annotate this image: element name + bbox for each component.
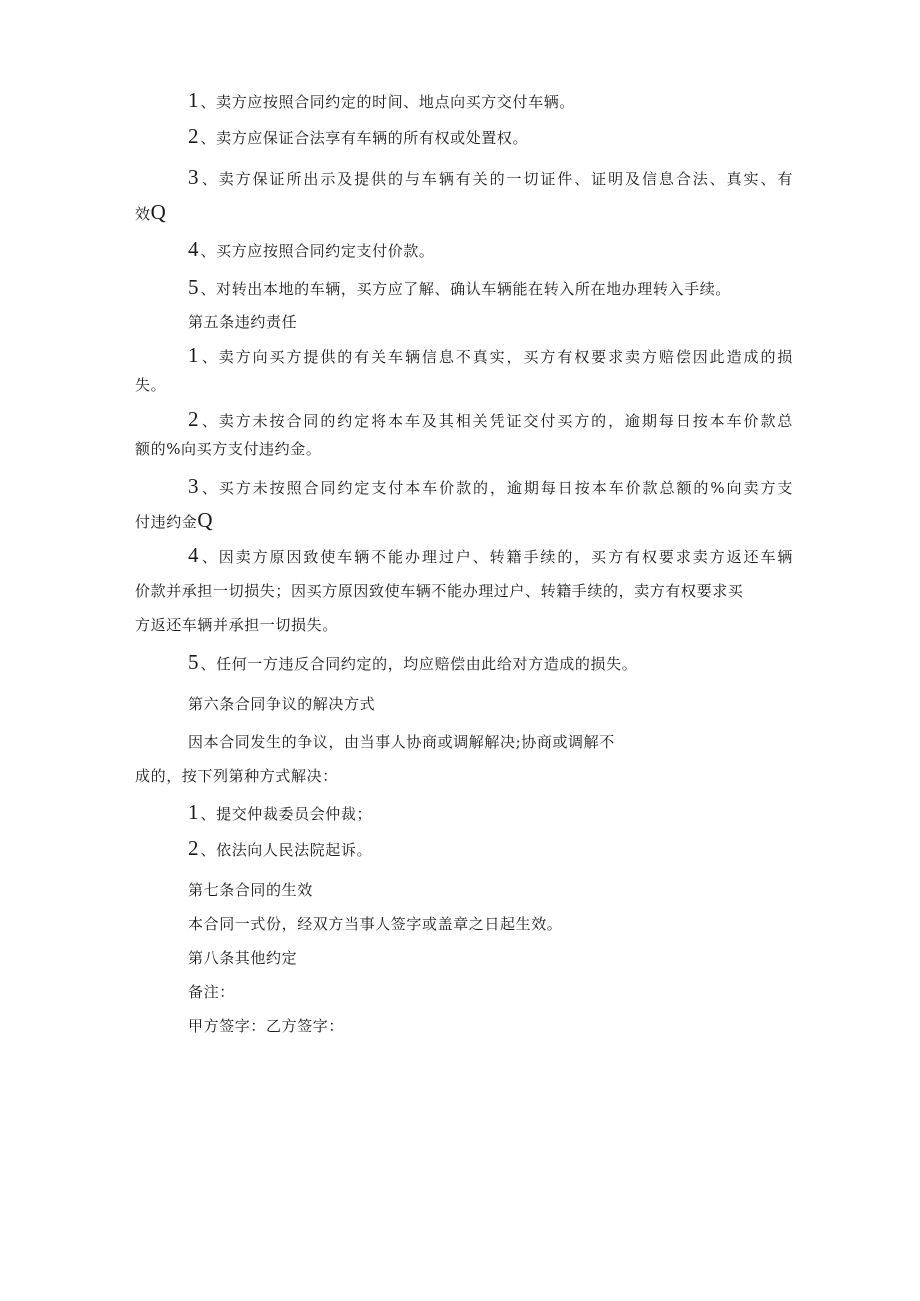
obligation-5 (188, 277, 731, 299)
item-text-continued: 效 (135, 205, 151, 223)
item-number: 1 (188, 88, 199, 112)
dispute-option-1 (188, 802, 372, 824)
item-number: 3 (188, 474, 199, 498)
dispute-intro-continued: 成的，按下列第种方式解决： (135, 767, 338, 785)
breach-item-1-continued: 失。 (135, 376, 167, 394)
breach-item-4 (188, 545, 793, 567)
item-text: 、任何一方违反合同约定的，均应赔偿由此给对方造成的损失。 (200, 655, 638, 673)
item-number: 5 (188, 275, 199, 299)
item-number: 1 (188, 800, 199, 824)
breach-item-4-continued: 价款并承担一切损失；因买方原因致使车辆不能办理过户、转籍手续的，卖方有权要求买 (135, 582, 744, 600)
item-text: 、卖方应保证合法享有车辆的所有权或处置权。 (200, 129, 529, 147)
item-text: 、买方未按照合同约定支付本车价款的，逾期每日按本车价款总额的%向卖方支 (200, 479, 793, 497)
item-text: 、依法向人民法院起诉。 (200, 841, 373, 859)
breach-item-3-continued (135, 510, 213, 532)
item-text: 、卖方向买方提供的有关车辆信息不真实，买方有权要求卖方赔偿因此造成的损 (200, 348, 793, 366)
breach-item-2 (188, 409, 793, 431)
item-number: 4 (188, 543, 199, 567)
article-8-title: 第八条其他约定 (188, 949, 298, 967)
item-text: 、买方应按照合同约定支付价款。 (200, 242, 435, 260)
article-5-title: 第五条违约责任 (188, 313, 298, 331)
item-number: 1 (188, 343, 199, 367)
breach-item-1 (188, 345, 793, 367)
item-text: 、提交仲裁委员会仲裁； (200, 805, 373, 823)
effectiveness-text: 本合同一式份，经双方当事人签字或盖章之日起生效。 (188, 915, 563, 933)
item-text: 、对转出本地的车辆，买方应了解、确认车辆能在转入所在地办理转入手续。 (200, 280, 731, 298)
item-text: 、卖方未按合同的约定将本车及其相关凭证交付买方的，逾期每日按本车价款总 (200, 412, 793, 430)
obligation-4 (188, 239, 435, 261)
item-text-tail: Q (197, 508, 213, 532)
item-text-continued: 付违约金 (135, 513, 198, 531)
obligation-3-continued (135, 202, 166, 224)
item-number: 2 (188, 407, 199, 431)
item-text: 、卖方应按照合同约定的时间、地点向买方交付车辆。 (200, 93, 575, 111)
breach-item-5 (188, 652, 637, 674)
item-number: 3 (188, 165, 199, 189)
signature-line: 甲方签字：乙方签字： (188, 1017, 345, 1035)
dispute-option-2 (188, 838, 372, 860)
dispute-intro: 因本合同发生的争议，由当事人协商或调解解决;协商或调解不 (188, 733, 615, 751)
item-number: 5 (188, 650, 199, 674)
obligation-2 (188, 126, 528, 148)
obligation-1 (188, 90, 575, 112)
item-text: 、卖方保证所出示及提供的与车辆有关的一切证件、证明及信息合法、真实、有 (200, 170, 793, 188)
breach-item-4-continued-2: 方返还车辆并承担一切损失。 (135, 616, 338, 634)
item-text: 、因卖方原因致使车辆不能办理过户、转籍手续的，买方有权要求卖方返还车辆 (200, 548, 793, 566)
article-7-title: 第七条合同的生效 (188, 881, 313, 899)
item-number: 4 (188, 237, 199, 261)
breach-item-2-continued: 额的%向买方支付违约金。 (135, 440, 322, 458)
obligation-3 (188, 167, 793, 189)
item-number: 2 (188, 124, 199, 148)
breach-item-3 (188, 476, 793, 498)
item-number: 2 (188, 836, 199, 860)
item-text-tail: Q (150, 200, 166, 224)
article-6-title: 第六条合同争议的解决方式 (188, 695, 376, 713)
remarks-label: 备注： (188, 983, 235, 1001)
